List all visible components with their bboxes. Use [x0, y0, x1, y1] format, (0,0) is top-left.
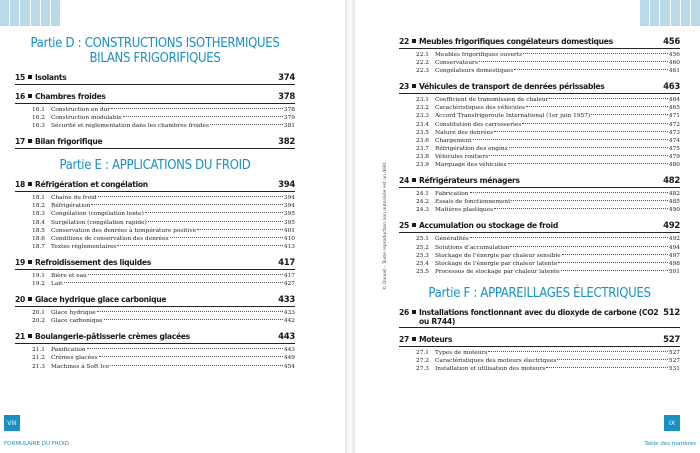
chapter-page: 482	[663, 176, 680, 187]
dot-leader	[557, 359, 668, 360]
dot-leader	[522, 123, 668, 124]
subsection-number: 21.1	[32, 347, 45, 354]
subsection-title: Meubles frigorifiques ouverts	[435, 52, 523, 58]
chapter-number: 18	[15, 180, 25, 190]
chapter-number: 17	[15, 137, 25, 147]
chapter-title: Boulangerie-pâtisserie crèmes glacées	[34, 332, 190, 342]
subsection-title: Sécurité et réglementation dans les chambres froides	[51, 123, 209, 130]
subsection-number: 27.2	[416, 357, 429, 364]
subsection-number: 16.3	[32, 123, 45, 130]
subsection-entry	[399, 145, 680, 153]
part-d-chapters	[15, 73, 295, 149]
chapter-entry	[399, 82, 680, 92]
chapter-rule	[15, 269, 295, 270]
subsection-entry	[399, 268, 680, 276]
subsection-title: Stockage de l’énergie par chaleur sensible	[435, 252, 561, 259]
subsection-title: Glace hydrique	[51, 310, 96, 317]
subsection-entry	[15, 354, 295, 362]
dot-leader	[508, 163, 668, 164]
subsection-entry	[399, 349, 680, 357]
subsection-number: 23.4	[416, 121, 429, 128]
subsection-number: 23.2	[416, 105, 429, 112]
subsection-page: 395	[283, 219, 295, 226]
subsection-page: 417	[283, 272, 295, 279]
chapter-entry	[15, 332, 295, 342]
dot-leader	[117, 245, 283, 246]
chapter-entry	[15, 137, 295, 147]
subsection-title: Stockage de l’énergie par chaleur latente	[435, 260, 558, 267]
subsection-page: 394	[283, 203, 295, 210]
subsection-number: 23.7	[416, 145, 429, 152]
subsection-number: 24.1	[416, 191, 429, 198]
subsection-number: 25.2	[416, 244, 429, 251]
subsection-title: Conservateurs	[435, 60, 478, 67]
chapter-page: 512	[663, 307, 680, 318]
dot-leader	[562, 254, 668, 255]
dot-leader	[514, 69, 668, 70]
subsection-title: Crèmes glacées	[51, 355, 98, 362]
subsection-number: 23.5	[416, 129, 429, 136]
chapter-rule	[399, 327, 680, 328]
subsection-number: 25.5	[416, 268, 429, 275]
bullet-square-icon	[28, 139, 32, 143]
subsection-title: Solutions d’accumulation	[435, 244, 510, 251]
subsection-title: Machines à Soft Ice	[51, 363, 110, 370]
subsection-page: 410	[283, 235, 295, 242]
subsection-number: 18.3	[32, 211, 45, 218]
subsection-number: 23.8	[416, 153, 429, 160]
subsection-page: 456	[668, 52, 680, 58]
subsection-entry	[15, 272, 295, 280]
subsection-page: 471	[668, 113, 680, 120]
subsection-entry	[399, 190, 680, 198]
subsection-title: Généralités	[435, 236, 469, 243]
subsection-title: Caractéristiques des véhicules	[435, 105, 526, 112]
chapter-title: Réfrigérateurs ménagers	[418, 176, 520, 186]
subsection-title: Véhicules routiers	[435, 153, 489, 160]
chapter-title: Moteurs	[418, 334, 453, 344]
subsection-entry	[15, 363, 295, 371]
subsection-entry	[15, 317, 295, 325]
subsection-page: 443	[283, 347, 295, 354]
subsection-title: Nature des denrées	[435, 129, 494, 136]
dot-leader	[470, 237, 668, 238]
subsection-entry	[399, 96, 680, 104]
part-e-title: Partie E : APPLICATIONS DU FROID	[59, 158, 251, 174]
chapter-page: 443	[278, 332, 295, 343]
subsection-page: 395	[283, 211, 295, 218]
subsection-title: Matières plastiques	[435, 207, 494, 214]
bullet-square-icon	[412, 223, 416, 227]
chapter-number: 23	[399, 82, 409, 92]
dot-leader	[104, 319, 283, 320]
chapter-number: 26	[399, 307, 409, 317]
chapter-entry	[15, 73, 295, 83]
chapter-rule	[399, 232, 680, 233]
dot-leader	[210, 124, 283, 125]
bullet-square-icon	[412, 178, 416, 182]
chapter-number: 25	[399, 221, 409, 231]
subsection-entry	[399, 244, 680, 252]
chapter-number: 24	[399, 176, 409, 186]
subsection-page: 442	[283, 318, 295, 325]
chapter-entry	[399, 335, 680, 345]
subsection-page: 527	[668, 357, 680, 364]
chapter-page: 527	[663, 334, 680, 345]
subsection-number: 23.3	[416, 113, 429, 120]
subsection-page: 460	[668, 60, 680, 67]
chapter-page: 382	[278, 137, 295, 148]
subsection-number: 18.7	[32, 243, 45, 250]
chapter-title: Glace hydrique glace carbonique	[34, 295, 167, 305]
dot-leader	[470, 192, 668, 193]
subsection-page: 472	[668, 121, 680, 128]
subsection-page: 449	[283, 355, 295, 362]
chapter-page: 374	[278, 73, 295, 83]
subsection-number: 23.1	[416, 97, 429, 104]
dot-leader	[546, 367, 668, 368]
subsection-page: 475	[668, 145, 680, 152]
subsection-title: Caractéristiques des moteurs électriques	[435, 357, 557, 364]
subsection-entry	[399, 252, 680, 260]
dot-leader	[558, 262, 668, 263]
subsection-page: 473	[668, 129, 680, 136]
subsection-entry	[399, 104, 680, 112]
subsection-entry	[15, 227, 295, 235]
subsection-entry	[15, 235, 295, 243]
subsection-title: Essais de fonctionnement	[435, 199, 511, 206]
subsection-title: Bière et eau	[51, 272, 87, 279]
chapter-rule	[15, 343, 295, 344]
subsection-entry	[399, 365, 680, 373]
subsection-entry	[15, 243, 295, 251]
chapter-page: 456	[663, 37, 680, 47]
subsection-title: Accord Transfrigoroute International (1er juin 1957)	[435, 113, 591, 120]
subsection-title: Constitution des carrosseries	[435, 121, 522, 128]
dot-leader	[170, 237, 283, 238]
subsection-number: 18.2	[32, 203, 45, 210]
subsection-entry	[399, 121, 680, 129]
subsection-page: 494	[668, 244, 680, 251]
dot-leader	[494, 208, 668, 209]
subsection-entry	[399, 260, 680, 268]
bullet-square-icon	[28, 334, 32, 338]
subsection-title: Processus de stockage par chaleur latente	[435, 268, 560, 275]
subsection-number: 19.2	[32, 281, 45, 288]
subsection-title: Glace carbonique	[51, 318, 103, 325]
subsection-title: Textes réglementaires	[51, 243, 117, 250]
subsection-entry	[399, 137, 680, 145]
subsection-title: Surgélation (congélation rapide)	[51, 219, 147, 226]
subsection-number: 21.3	[32, 363, 45, 370]
bullet-square-icon	[412, 337, 416, 341]
subsection-number: 21.2	[32, 355, 45, 362]
chapter-number: 15	[15, 73, 25, 82]
chapter-number: 21	[15, 332, 25, 342]
subsection-page: 381	[283, 123, 295, 130]
subsection-number: 18.1	[32, 195, 45, 202]
bullet-square-icon	[412, 310, 416, 314]
dot-leader	[98, 196, 283, 197]
subsection-entry	[399, 235, 680, 243]
subsection-entry	[15, 106, 295, 114]
dot-leader	[87, 348, 283, 349]
subsection-page: 379	[283, 115, 295, 122]
subsection-number: 24.3	[416, 207, 429, 214]
dot-leader	[488, 351, 668, 352]
subsection-number: 22.2	[416, 60, 429, 67]
subsection-entry	[15, 202, 295, 210]
subsection-page: 454	[283, 363, 295, 370]
subsection-entry	[15, 210, 295, 218]
chapter-number: 22	[399, 37, 409, 46]
dot-leader	[479, 61, 668, 62]
footer-label: FORMULAIRE DU FROID	[4, 441, 69, 447]
subsection-title: Installation et utilisation des moteurs	[435, 366, 546, 373]
dot-leader	[99, 356, 283, 357]
page-number-badge: VIII	[4, 415, 20, 431]
subsection-number: 18.5	[32, 227, 45, 234]
subsection-number: 25.3	[416, 252, 429, 259]
subsection-number: 23.6	[416, 137, 429, 144]
subsection-page: 497	[668, 252, 680, 259]
subsection-entry	[15, 194, 295, 202]
subsection-page: 464	[668, 97, 680, 104]
dot-leader	[64, 282, 283, 283]
chapter-number: 19	[15, 257, 25, 267]
dot-leader	[97, 311, 283, 312]
subsection-page: 413	[283, 243, 295, 250]
chapter-entry	[399, 221, 680, 231]
subsection-number: 16.1	[32, 107, 45, 113]
part-d-title: Partie D : CONSTRUCTIONS ISOTHERMIQUES BILANS FRIGORIFIQUES	[30, 36, 280, 66]
subsection-entry	[399, 129, 680, 137]
subsection-number: 27.3	[416, 366, 429, 373]
left-page	[0, 0, 345, 453]
dot-leader	[111, 108, 283, 109]
subsection-number: 18.4	[32, 219, 45, 226]
chapter-number: 27	[399, 334, 409, 344]
chapter-title: Véhicules de transport de denrées périssables	[418, 82, 605, 92]
dot-leader	[526, 106, 668, 107]
subsection-title: Panification	[51, 347, 86, 354]
subsection-page: 461	[668, 68, 680, 75]
part-f-title: Partie F : APPAREILLAGES ÉLECTRIQUES	[428, 285, 651, 301]
subsection-page: 474	[668, 137, 680, 144]
chapter-rule	[15, 191, 295, 192]
chapter-title: Meubles frigorifiques congélateurs domestiques	[418, 37, 613, 46]
subsection-page: 490	[668, 207, 680, 214]
subsection-entry	[15, 122, 295, 130]
bullet-square-icon	[412, 84, 416, 88]
dot-leader	[148, 221, 283, 222]
subsection-page: 465	[668, 105, 680, 112]
subsection-title: Réfrigération des engins	[435, 145, 508, 152]
chapter-entry	[15, 258, 295, 268]
dot-leader	[510, 246, 667, 247]
subsection-page: 394	[283, 195, 295, 202]
part-e-chapters-continued	[399, 37, 680, 276]
dot-leader	[197, 229, 283, 230]
subsection-entry	[399, 206, 680, 214]
subsection-page: 498	[668, 260, 680, 267]
chapter-title: Chambres froides	[34, 92, 106, 101]
dot-leader	[123, 116, 283, 117]
chapter-title: Réfrigération et congélation	[34, 180, 148, 190]
chapter-entry	[399, 176, 680, 186]
subsection-page: 427	[283, 281, 295, 288]
page-number-badge: IX	[664, 415, 680, 431]
subsection-page: 480	[668, 162, 680, 169]
dot-leader	[489, 155, 668, 156]
subsection-page: 527	[668, 349, 680, 356]
subsection-title: Lait	[51, 281, 63, 288]
subsection-number: 27.1	[416, 349, 429, 356]
subsection-title: Chargement	[435, 137, 472, 144]
subsection-number: 19.1	[32, 272, 45, 279]
chapter-title: Refroidissement des liquides	[34, 257, 151, 267]
subsection-entry	[15, 114, 295, 122]
dot-leader	[523, 53, 668, 54]
chapter-page: 378	[278, 92, 295, 102]
subsection-page: 482	[668, 191, 680, 198]
chapter-rule	[15, 148, 295, 149]
chapter-entry	[399, 37, 680, 47]
chapter-title: Accumulation ou stockage de froid	[418, 221, 558, 231]
chapter-rule	[399, 48, 680, 49]
bullet-square-icon	[28, 297, 32, 301]
chapter-title: Bilan frigorifique	[34, 137, 103, 147]
subsection-page: 492	[668, 236, 680, 243]
subsection-entry	[399, 198, 680, 206]
chapter-page: 394	[278, 180, 295, 191]
subsection-number: 24.2	[416, 199, 429, 206]
book-gutter	[345, 0, 355, 453]
part-f-chapters	[399, 308, 680, 373]
dot-leader	[473, 139, 668, 140]
subsection-entry	[15, 309, 295, 317]
subsection-title: Fabrication	[435, 191, 469, 198]
subsection-title: Congélation (congélation lente)	[51, 211, 144, 218]
chapter-entry	[399, 308, 680, 326]
subsection-number: 22.1	[416, 52, 429, 58]
chapter-title: Isolants	[34, 73, 67, 82]
chapter-entry	[15, 295, 295, 305]
subsection-entry	[15, 219, 295, 227]
subsection-entry	[399, 59, 680, 67]
subsection-entry	[399, 161, 680, 169]
subsection-title: Chaîne du froid	[51, 195, 97, 202]
subsection-entry	[399, 357, 680, 365]
chapter-entry	[15, 92, 295, 102]
dot-leader	[509, 147, 668, 148]
subsection-page: 433	[283, 310, 295, 317]
subsection-page: 479	[668, 153, 680, 160]
dot-leader	[511, 200, 667, 201]
chapter-rule	[399, 187, 680, 188]
bullet-square-icon	[28, 260, 32, 264]
subsection-page: 401	[283, 227, 295, 234]
chapter-page: 433	[278, 295, 295, 306]
subsection-number: 20.2	[32, 318, 45, 325]
chapter-page: 417	[278, 257, 295, 268]
subsection-title: Conditions de conservation des denrées	[51, 235, 169, 242]
copyright-notice: © Dunod – Toute reproduction non autorisée est un délit.	[383, 161, 388, 290]
dot-leader	[494, 131, 668, 132]
subsection-title: Coefficient de transmission de chaleur	[435, 97, 549, 104]
dot-leader	[591, 114, 668, 115]
dot-leader	[145, 212, 283, 213]
subsection-entry	[15, 280, 295, 288]
chapter-title: Installations fonctionnant avec du dioxyde de carbone (CO2 ou R744)	[418, 307, 659, 326]
subsection-entry	[15, 346, 295, 354]
dot-leader	[549, 98, 667, 99]
chapter-rule	[15, 103, 295, 104]
subsection-number: 22.3	[416, 68, 429, 75]
chapter-rule	[399, 346, 680, 347]
subsection-entry	[399, 51, 680, 59]
chapter-number: 20	[15, 295, 25, 305]
chapter-entry	[15, 180, 295, 190]
subsection-page: 501	[668, 268, 680, 275]
chapter-page: 492	[663, 221, 680, 232]
bullet-square-icon	[412, 39, 416, 43]
chapter-rule	[15, 84, 295, 85]
chapter-number: 16	[15, 92, 25, 101]
subsection-title: Conservation des denrées à température positive	[51, 227, 197, 234]
subsection-title: Construction modulable	[51, 115, 122, 122]
subsection-title: Congélateurs domestiques	[435, 68, 514, 75]
dot-leader	[91, 204, 283, 205]
subsection-number: 25.4	[416, 260, 429, 267]
bullet-square-icon	[28, 182, 32, 186]
chapter-page: 463	[663, 82, 680, 93]
part-e-chapters	[15, 180, 295, 370]
bullet-square-icon	[28, 94, 32, 98]
subsection-number: 20.1	[32, 310, 45, 317]
subsection-entry	[399, 153, 680, 161]
subsection-number: 18.6	[32, 235, 45, 242]
subsection-page: 485	[668, 199, 680, 206]
dot-leader	[110, 365, 283, 366]
subsection-title: Réfrigération	[51, 203, 91, 210]
dot-leader	[561, 270, 668, 271]
subsection-page: 531	[668, 366, 680, 373]
chapter-rule	[15, 306, 295, 307]
subsection-title: Construction en dur	[51, 107, 111, 113]
subsection-title: Types de moteurs	[435, 349, 488, 356]
right-page	[355, 0, 700, 453]
subsection-entry	[399, 112, 680, 120]
subsection-entry	[399, 67, 680, 75]
subsection-number: 23.9	[416, 162, 429, 169]
subsection-number: 25.1	[416, 236, 429, 243]
bullet-square-icon	[28, 75, 32, 79]
dot-leader	[88, 274, 283, 275]
subsection-number: 16.2	[32, 115, 45, 122]
chapter-rule	[399, 93, 680, 94]
footer-label: Table des matières	[644, 441, 696, 447]
subsection-page: 378	[283, 107, 295, 113]
subsection-title: Marquage des véhicules	[435, 162, 507, 169]
